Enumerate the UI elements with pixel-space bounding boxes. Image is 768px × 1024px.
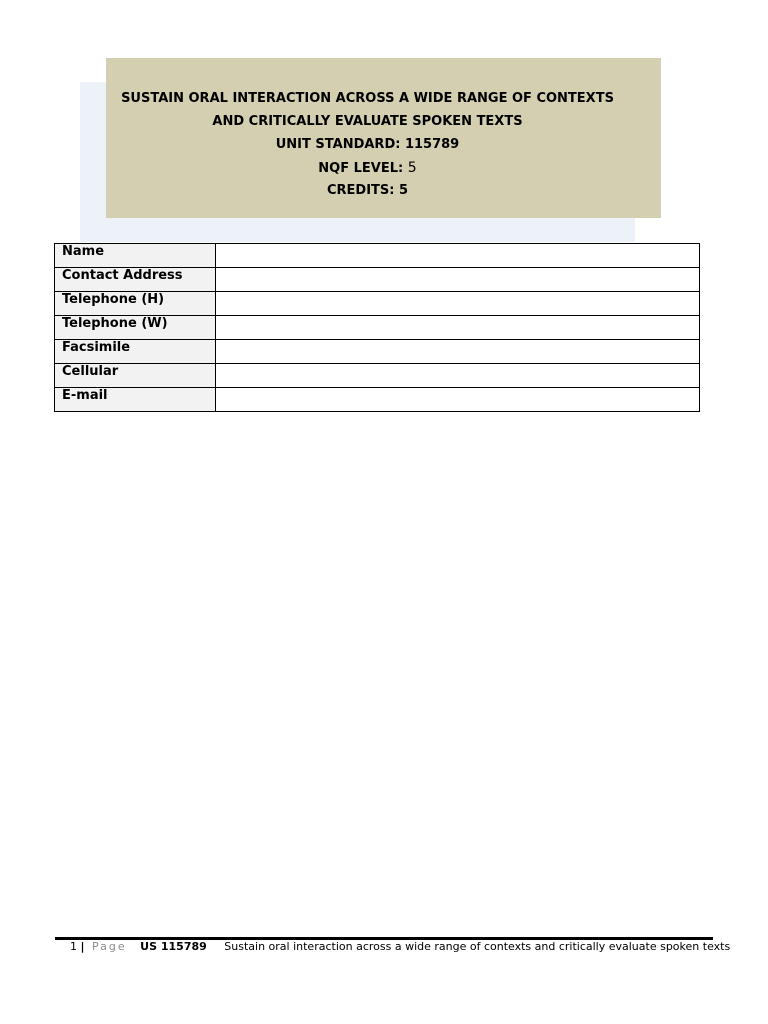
unit-standard: UNIT STANDARD: 115789 <box>275 137 460 152</box>
row-label: Telephone (H) <box>55 292 216 316</box>
nqf-level-value: 5 <box>407 160 417 176</box>
document-title-line-1: SUSTAIN ORAL INTERACTION ACROSS A WIDE RANGE OF CONTEXTS <box>121 91 614 106</box>
page-footer <box>70 940 730 954</box>
credits: CREDITS: 5 <box>326 183 409 198</box>
title-block <box>106 58 661 218</box>
row-value-email[interactable] <box>216 388 700 412</box>
table-row <box>55 364 700 388</box>
learner-info-table <box>54 243 700 412</box>
nqf-level-label: NQF LEVEL: <box>318 161 404 176</box>
page-number: 1 <box>70 940 77 953</box>
page-word: Page <box>92 940 127 953</box>
table-row <box>55 340 700 364</box>
footer-description: Sustain oral interaction across a wide range of contexts and critically evaluate spoken texts <box>224 940 731 953</box>
table-row <box>55 316 700 340</box>
row-value-facsimile[interactable] <box>216 340 700 364</box>
row-value-name[interactable] <box>216 244 700 268</box>
table-row <box>55 244 700 268</box>
row-label: Facsimile <box>55 340 216 364</box>
table-row <box>55 388 700 412</box>
row-label: Telephone (W) <box>55 316 216 340</box>
row-label: Cellular <box>55 364 216 388</box>
row-value-telephone-w[interactable] <box>216 316 700 340</box>
page-separator: | <box>80 940 85 953</box>
row-value-contact-address[interactable] <box>216 268 700 292</box>
row-label: E-mail <box>55 388 216 412</box>
nqf-level <box>90 160 645 177</box>
table-row <box>55 268 700 292</box>
row-value-cellular[interactable] <box>216 364 700 388</box>
document-title-line-2: AND CRITICALLY EVALUATE SPOKEN TEXTS <box>212 114 523 129</box>
footer-unit-code: US 115789 <box>140 940 207 953</box>
row-label: Name <box>55 244 216 268</box>
table-row <box>55 292 700 316</box>
row-label: Contact Address <box>55 268 216 292</box>
row-value-telephone-h[interactable] <box>216 292 700 316</box>
